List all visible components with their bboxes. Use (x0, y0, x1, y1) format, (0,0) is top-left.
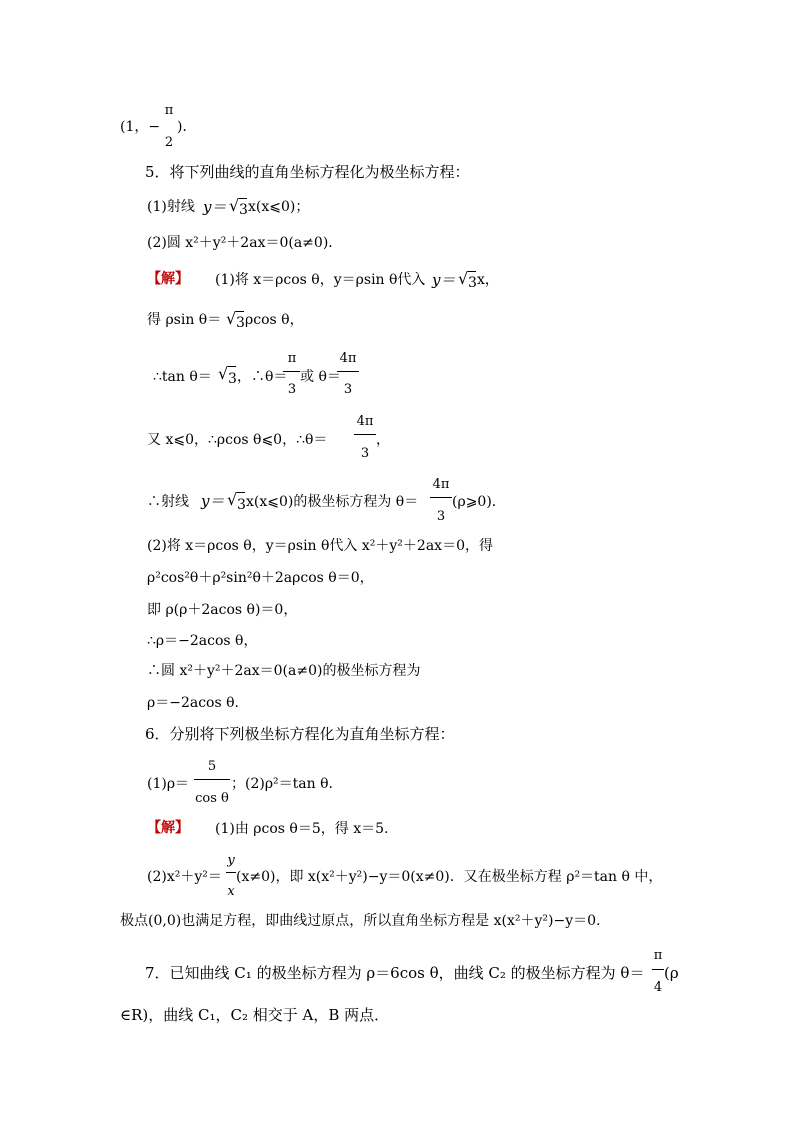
fraction-bar (194, 779, 230, 780)
text-line: (2)x²＋y²＝ (147, 869, 222, 885)
fraction-bar (337, 371, 359, 372)
math-text: 3 (236, 315, 245, 331)
text-line: )． (177, 119, 197, 135)
text-line: (1，− (120, 119, 161, 135)
text-line: (x≠0)，即 x(x²＋y²)−y＝0(x≠0)．又在极坐标方程 ρ²＝tan θ 中， (236, 869, 663, 885)
math-text: x， (477, 272, 499, 288)
question-7-text: (ρ (664, 964, 679, 982)
sqrt-sign: √ (229, 196, 240, 215)
text-line: ρ²cos²θ＋ρ²sin²θ＋2aρcos θ＝0， (147, 570, 374, 586)
fraction-numerator: π (164, 103, 174, 118)
fraction-denominator: 3 (360, 446, 370, 461)
text-line: ∴ρ＝−2acos θ， (147, 633, 258, 649)
fraction-denominator: 3 (287, 382, 297, 397)
math-text: 3 (237, 497, 246, 513)
solution-label: 【解】 (147, 820, 189, 836)
fraction-numerator: π (653, 948, 663, 963)
text-line: 极点(0,0)也满足方程，即曲线过原点，所以直角坐标方程是 x(x²＋y²)−y＝0. (120, 913, 601, 929)
text-line: 即 ρ(ρ＋2acos θ)＝0， (147, 602, 298, 618)
text-line: x(x⩽0)的极坐标方程为 θ＝ (246, 494, 419, 510)
fraction-bar (430, 497, 452, 498)
fraction-numerator: 4π (339, 351, 357, 366)
question-7-text: 7．已知曲线 C₁ 的极坐标方程为 ρ＝6cos θ，曲线 C₂ 的极坐标方程为 θ＝ (145, 964, 645, 982)
fraction-denominator: 3 (436, 509, 446, 524)
math-text: 3 (239, 202, 248, 218)
text-line: ，∴θ＝ (237, 369, 288, 385)
sqrt-bar (468, 271, 476, 272)
fraction-numerator: 4π (432, 477, 450, 492)
text-line: (1)将 x＝ρcos θ，y＝ρsin θ代入 (215, 272, 426, 288)
text-line: ∴tan θ＝ (153, 369, 212, 385)
sqrt-sign: √ (218, 364, 229, 383)
fraction-numerator: π (287, 351, 297, 366)
text-line: ∴射线 (147, 494, 189, 510)
fraction-bar (226, 872, 236, 873)
text-line: ， (376, 432, 390, 448)
text-line: (2)将 x＝ρcos θ，y＝ρsin θ代入 x²＋y²＋2ax＝0，得 (147, 538, 493, 554)
text-line: 得 ρsin θ＝ (147, 312, 222, 328)
fraction-denominator: cos θ (195, 791, 229, 806)
math-text: 3 (468, 275, 477, 291)
math-text: y＝ (432, 271, 456, 289)
math-text: x(x⩽0)； (248, 199, 310, 215)
fraction-bar (354, 434, 376, 435)
sqrt-sign: √ (226, 309, 237, 328)
question-6-title: 6．分别将下列极坐标方程化为直角坐标方程： (145, 725, 455, 743)
sqrt-bar (228, 366, 236, 367)
fraction-numerator: 4π (356, 414, 374, 429)
fraction-bar (283, 371, 300, 372)
sqrt-sign: √ (227, 490, 238, 509)
fraction-denominator: 2 (164, 135, 174, 150)
fraction-denominator: 3 (343, 382, 353, 397)
text-line: ρcos θ， (245, 312, 304, 328)
sqrt-bar (236, 311, 244, 312)
text-line: 或 θ＝ (300, 369, 341, 385)
fraction-denominator: x (227, 884, 235, 899)
text-line: (2)圆 x²＋y²＋2ax＝0(a≠0)． (147, 235, 343, 251)
question-7-text: ∈R)，曲线 C₁，C₂ 相交于 A，B 两点． (120, 1006, 390, 1024)
text-line: (1)射线 (147, 199, 195, 215)
question-5-title: 5．将下列曲线的直角坐标方程化为极坐标方程： (145, 163, 470, 181)
sqrt-bar (237, 492, 245, 493)
sqrt-sign: √ (458, 269, 469, 288)
text-line: 又 x⩽0，∴ρcos θ⩽0，∴θ＝ (147, 432, 328, 448)
text-line: (ρ⩾0)． (452, 494, 506, 510)
math-text: 3 (228, 371, 237, 387)
fraction-numerator: y (227, 853, 235, 868)
math-text: y＝ (203, 198, 227, 216)
text-line: ；(2)ρ²＝tan θ. (231, 776, 333, 792)
fraction-bar (652, 969, 664, 970)
fraction-numerator: 5 (207, 759, 217, 774)
math-text: y＝ (201, 492, 225, 510)
text-line: (1)ρ＝ (147, 776, 190, 792)
text-line: (1)由 ρcos θ＝5，得 x＝5. (215, 821, 389, 837)
sqrt-bar (239, 198, 247, 199)
fraction-denominator: 4 (653, 980, 663, 995)
text-line: ρ＝−2acos θ. (147, 695, 239, 711)
solution-label: 【解】 (147, 271, 189, 287)
text-line: ∴圆 x²＋y²＋2ax＝0(a≠0)的极坐标方程为 (147, 663, 421, 679)
